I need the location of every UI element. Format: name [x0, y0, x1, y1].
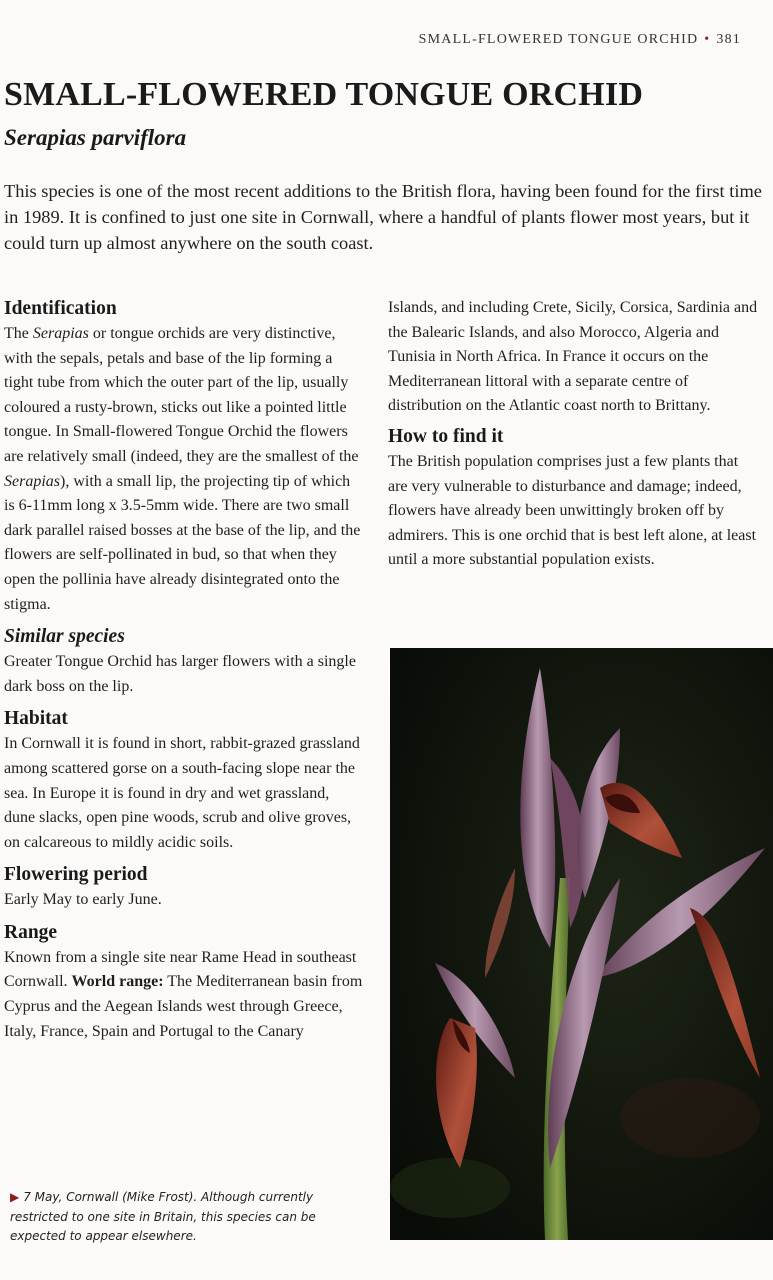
identification-text: [4, 322, 364, 617]
running-head-title: SMALL-FLOWERED TONGUE ORCHID: [418, 32, 699, 47]
right-column: [388, 296, 760, 580]
similar-species-text: Greater Tongue Orchid has larger flowers with a single dark boss on the lip.: [4, 653, 356, 695]
latin-name: Serapias parviflora: [4, 125, 187, 150]
page-number: 381: [716, 32, 741, 47]
how-to-find-heading: How to find it: [388, 425, 504, 447]
flowering-period-heading: Flowering period: [4, 864, 148, 886]
left-column: [4, 296, 364, 1051]
range-heading: Range: [4, 921, 58, 943]
identification-text-part: The: [4, 325, 33, 342]
caption-text: 7 May, Cornwall (Mike Frost). Although currently restricted to one site in Britain, this species can be expected to appear elsewhere.: [10, 1190, 316, 1243]
similar-species-heading: Similar species: [4, 626, 125, 648]
world-range-label: World range:: [71, 973, 164, 991]
running-head-bullet: •: [704, 32, 711, 47]
range-text-continued: Islands, and including Crete, Sicily, Corsica, Sardinia and the Balearic Islands, and also Morocco, Algeria and Tunisia in North Africa. In France it occurs on the Mediterranean littoral with a separate centre of distribution on the Atlantic coast north to Brittany.: [388, 299, 758, 415]
identification-heading: Identification: [4, 298, 117, 319]
range-text: [4, 946, 364, 1044]
identification-genus: Serapias: [32, 325, 89, 342]
triangle-right-icon: ▶: [10, 1190, 20, 1204]
orchid-photo: [390, 648, 773, 1240]
running-head: [419, 32, 741, 48]
intro-paragraph: This species is one of the most recent additions to the British flora, having been found for the first time in 1989. It is confined to just one site in Cornwall, where a handful of plants flower most years, but it could turn up almost anywhere on the south coast.: [4, 181, 762, 253]
flowering-period-text: Early May to early June.: [4, 891, 162, 909]
photo-caption: [10, 1188, 370, 1247]
identification-text-part: ), with a small lip, the projecting tip of which is 6-11mm long x 3.5-5mm wide. There are two small dark parallel raised bosses at the base of the lip, and the flowers are self-pollinated in bud, so that when they open the pollinia have already disintegrated onto the stigma.: [4, 472, 361, 613]
how-to-find-text: The British population comprises just a few plants that are very vulnerable to disturbance and damage; indeed, flowers have already been unwittingly broken off by admirers. This is one orchid that is best left alone, at least until a more substantial population exists.: [388, 452, 757, 569]
page-title: SMALL-FLOWERED TONGUE ORCHID: [4, 76, 644, 113]
orchid-illustration: [390, 648, 773, 1240]
habitat-text: In Cornwall it is found in short, rabbit-grazed grassland among scattered gorse on a south-facing slope near the sea. In Europe it is found in dry and wet grassland, dune slacks, open pine woods, scrub and olive groves, on calcareous to mildly acidic soils.: [4, 735, 360, 851]
identification-genus: Serapias: [4, 472, 60, 490]
range-text-part: The Mediterranean basin from Cyprus and the Aegean Islands west through Greece, Italy, France, Spain and Portugal to the Canary: [4, 973, 363, 1040]
habitat-heading: Habitat: [4, 708, 68, 730]
range-text-part: Known from a single site near Rame Head in southeast Cornwall.: [4, 948, 357, 991]
identification-text-part: or tongue orchids are very distinctive, with the sepals, petals and base of the lip forming a tight tube from which the outer part of the lip, usually coloured a rusty-brown, sticks out like a pointed little tongue. In Small-flowered Tongue Orchid the flowers are relatively small (indeed, they are the smallest of the: [4, 325, 359, 465]
